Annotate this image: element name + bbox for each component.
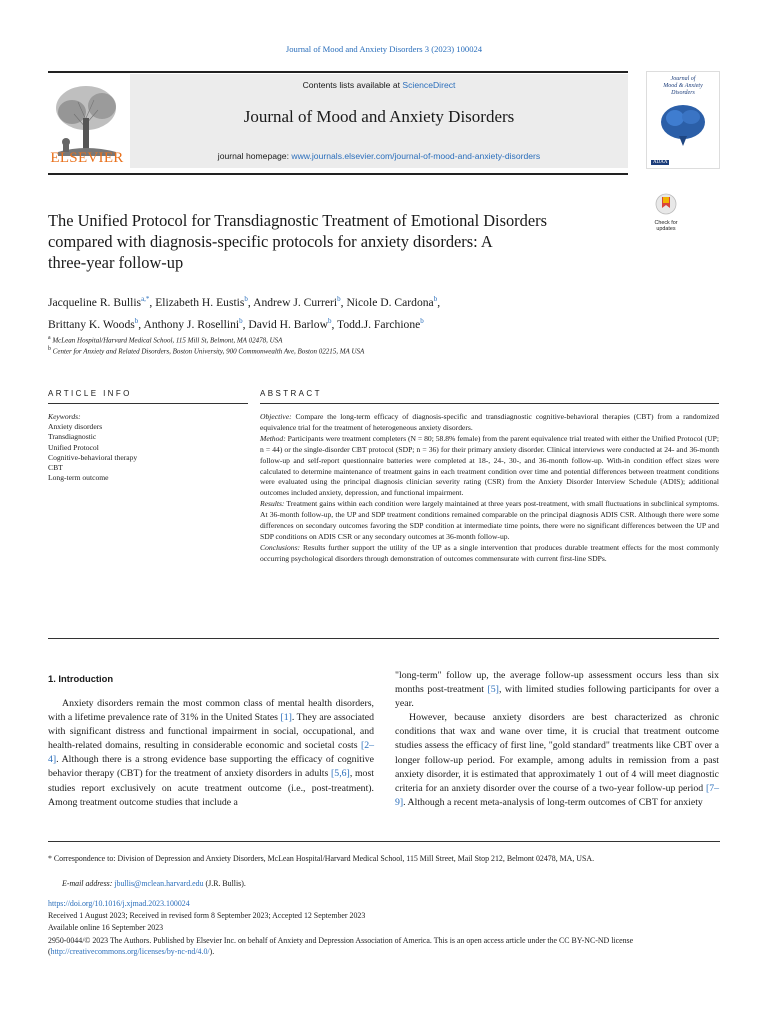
author-affiliation-mark[interactable]: b (327, 316, 332, 325)
text-run: "long-term" follow up, the average follow-up assessment occurs less than six months post-treatment (395, 670, 719, 696)
title-line-3: three-year follow-up (48, 253, 184, 272)
citation-link[interactable]: [7–9] (395, 782, 719, 808)
conclusions-text: Results further support the utility of the UP as a single intervention that produces durable treatment effects for the most commonly occurring psychological disorders through demonstration of outcomes commensurate with current first-line SDPs. (260, 542, 719, 563)
affiliation-b (48, 346, 728, 355)
author-affiliation-mark[interactable]: b (433, 295, 438, 303)
abstract-rule-bottom (48, 638, 719, 639)
title-line-2: compared with diagnosis-specific protocols for anxiety disorders: A (48, 232, 493, 251)
abstract-rule-top (260, 403, 719, 404)
abstract-results (260, 499, 719, 543)
text-run: . Although there is a strong evidence base supporting the efficacy of cognitive behavior therapy (CBT) for the treatment of anxiety disorders in adults (48, 754, 374, 780)
text-run: Anxiety disorders remain the most common class of mental health disorders, with a lifetime prevalence rate of 31% in the United States (48, 698, 374, 724)
license-line (48, 935, 720, 957)
abstract-heading: ABSTRACT (260, 389, 322, 398)
cover-badge: ADAA (653, 160, 668, 165)
body-column-right (395, 669, 719, 810)
author-name[interactable]: Anthony J. Rosellini (143, 317, 240, 331)
abstract-conclusions (260, 543, 719, 565)
cover-title-2: Mood & Anxiety (663, 83, 703, 89)
available-line: Available online 16 September 2023 (48, 923, 164, 932)
keyword-item: Unified Protocol (48, 442, 99, 452)
keywords-label: Keywords: (48, 412, 81, 421)
brain-icon (657, 100, 709, 150)
license-text: 2950-0044/© 2023 The Authors. Published by Elsevier Inc. on behalf of Anxiety and Depression Association of America. This is an open access article under the CC BY-NC-ND license ( (48, 936, 634, 956)
intro-paragraph-continued (395, 669, 719, 711)
author-name[interactable]: Nicole D. Cardona (346, 295, 434, 309)
body-column-left (48, 697, 374, 810)
author-name[interactable]: Todd.J. Farchione (337, 317, 421, 331)
affiliation-mark: a (48, 335, 51, 341)
citation-link[interactable]: [5] (487, 684, 499, 696)
contents-prefix: Contents lists available at (302, 80, 403, 90)
author-affiliation-mark[interactable]: b (420, 316, 424, 325)
conclusions-label: Conclusions: (260, 542, 301, 552)
results-text: Treatment gains within each condition were largely maintained at three years post-treatment, with small fluctuations in subclinical symptoms. At 36-month follow-up, the UP and SDP treatment conditions remained comparable on the principal diagnosis ADIS CSR. Although there were some differences on secondary outcomes favoring the SDP condition at intermediate time points, there were no significant differences between the UP and SDP conditions on ADIS CSR or any secondary outcomes at 36-month follow-up. (260, 499, 720, 541)
objective-label: Objective: (260, 412, 292, 421)
text-run: . Although a recent meta-analysis of long-term outcomes of CBT for anxiety (403, 796, 703, 808)
intro-paragraph-1 (48, 697, 374, 810)
author-line-1: Jacqueline R. Bullis$^{a,*}$, Elizabeth H. Eustis$^b$, Andrew J. Curreri$^b$, Nicole D. Cardona$^b$, (48, 295, 441, 309)
keyword-item: Long-term outcome (48, 473, 109, 483)
crossmark-line-1: Check for (654, 220, 678, 226)
keywords-block (48, 412, 248, 483)
intro-paragraph-2 (395, 711, 719, 810)
email-line (48, 878, 720, 889)
author-name[interactable]: Brittany K. Woods (48, 317, 135, 331)
citation-link[interactable]: [2–4] (48, 740, 374, 766)
cover-title (647, 76, 719, 97)
keyword-item: Transdiagnostic (48, 432, 97, 442)
author-affiliation-mark[interactable]: b (244, 295, 248, 303)
check-for-updates-badge[interactable] (648, 193, 684, 231)
text-run: , with limited studies following participants for over a year. (395, 684, 719, 710)
doi-line (48, 898, 720, 909)
results-label: Results: (260, 499, 285, 509)
keyword-item: Cognitive-behavioral therapy (48, 452, 138, 462)
journal-homepage (130, 151, 628, 161)
author-name[interactable]: David H. Barlow (248, 317, 328, 331)
abstract-objective (260, 412, 719, 434)
received-line: Received 1 August 2023; Received in revised form 8 September 2023; Accepted 12 September 2023 (48, 911, 366, 920)
author-affiliation-mark[interactable]: b (134, 316, 139, 325)
article-info-rule (48, 403, 248, 404)
elsevier-wordmark: ELSEVIER (50, 150, 124, 166)
affiliation-mark: b (48, 346, 51, 352)
author-name[interactable]: Andrew J. Curreri (253, 295, 338, 309)
title-line-1: The Unified Protocol for Transdiagnostic Treatment of Emotional Disorders (48, 211, 547, 230)
homepage-link[interactable]: www.journals.elsevier.com/journal-of-mood-and-anxiety-disorders (291, 151, 541, 161)
crossmark-icon (655, 193, 677, 215)
author-affiliation-mark[interactable]: b (337, 295, 341, 303)
email-suffix: (J.R. Bullis). (203, 879, 246, 888)
text-run: . They are associated with significant distress and functional impairment in social, occupational, and health-related domains, resulting in considerable economic and societal costs (48, 712, 374, 752)
footnote-rule (48, 841, 720, 842)
journal-cover[interactable] (646, 71, 720, 169)
license-link[interactable]: http://creativecommons.org/licenses/by-nc-nd/4.0/ (50, 947, 210, 956)
journal-title: Journal of Mood and Anxiety Disorders (243, 107, 515, 126)
method-label: Method: (260, 433, 286, 443)
email-link[interactable]: jbullis@mclean.harvard.edu (114, 879, 204, 888)
journal-citation[interactable]: Journal of Mood and Anxiety Disorders 3 (2023) 100024 (285, 44, 483, 54)
author-line-2: Brittany K. Woods$^b$, Anthony J. Rosellini$^b$, David H. Barlow$^b$, Todd.J. Farchione$^b$ (48, 316, 424, 331)
keyword-item: Anxiety disorders (48, 422, 103, 432)
article-title (48, 210, 638, 273)
keyword-item: CBT (48, 463, 63, 473)
citation-link[interactable]: [1] (280, 712, 292, 724)
author-affiliation-mark[interactable]: a,* (141, 295, 150, 303)
article-info-heading: ARTICLE INFO (48, 389, 132, 398)
license-suffix: ). (209, 947, 215, 956)
author-name[interactable]: Elizabeth H. Eustis (155, 295, 245, 309)
affiliation-a (48, 335, 728, 344)
doi-link[interactable]: https://doi.org/10.1016/j.xjmad.2023.100024 (48, 899, 190, 908)
crossmark-line-2: updates (656, 226, 676, 232)
cover-title-3: Disorders (671, 90, 695, 96)
introduction-heading: 1. Introduction (48, 673, 114, 684)
citation-link[interactable]: [5,6] (331, 768, 350, 780)
objective-text: Compare the long-term efficacy of diagnosis-specific and transdiagnostic cognitive-behavioral therapies (CBT) from a randomized equivalence trial for the treatment of heterogeneous anxiety disorders. (260, 412, 719, 432)
contents-line (130, 80, 628, 90)
author-name[interactable]: Jacqueline R. Bullis (48, 295, 142, 309)
text-run: , most studies report exclusively on acute treatment outcome (i.e., post-treatment). Among treatment outcome studies that include a (48, 768, 374, 808)
affiliation-text: Center for Anxiety and Related Disorders, Boston University, 900 Commonwealth Ave, Boston 02215, MA USA (52, 347, 365, 356)
affiliation-text: McLean Hospital/Harvard Medical School, 115 Mill St, Belmont, MA 02478, USA (52, 336, 283, 345)
sciencedirect-link[interactable]: ScienceDirect (402, 80, 456, 90)
abstract-body (260, 412, 719, 565)
correspondence-note: * Correspondence to: Division of Depression and Anxiety Disorders, McLean Hospital/Harvard Medical School, 115 Mill Street, Mail Stop 212, Belmont 02478, MA, USA. (48, 854, 595, 863)
abstract-method (260, 434, 719, 499)
email-label: E-mail address: (62, 879, 113, 888)
cover-title-1: Journal of (670, 76, 696, 82)
method-text: Participants were treatment completers (N = 80; 58.8% female) from the parent equivalence trial treated with either the Unified Protocol (UP; n = 44) or the single-disorder CBT protocol (SDP; n = 36) for their primary anxiety disorder. Clinical interviews were conducted at 24- and 36-month follow-up and self-report questionnaire batteries were completed at 18-, 24-, 30-, and 36-month follow-up. With-in condition effect sizes were calculated to determine maintenance of treatment gains in each treatment condition over time and potential differences between treatment conditions were evaluated using the principal diagnosis clinician severity rating (CSR) from the Anxiety Disorder Interview Schedule (ADIS); additional outcomes included anxiety, depression, and functional impairment. (260, 433, 720, 498)
homepage-prefix: journal homepage: (217, 151, 292, 161)
text-run: However, because anxiety disorders are best characterized as chronic conditions that wax and wane over time, it is crucial that treatment outcome studies assess the efficacy of first line, "gold standard" treatments like CBT over a longer follow-up period. For example, among adults in remission from a past anxiety disorder, it is estimated that approximately 1 out of 4 will meet diagnostic criteria for an anxiety disorder over the course of a two-year follow-up period (395, 712, 719, 794)
author-affiliation-mark[interactable]: b (239, 316, 243, 325)
author-list (48, 290, 648, 334)
